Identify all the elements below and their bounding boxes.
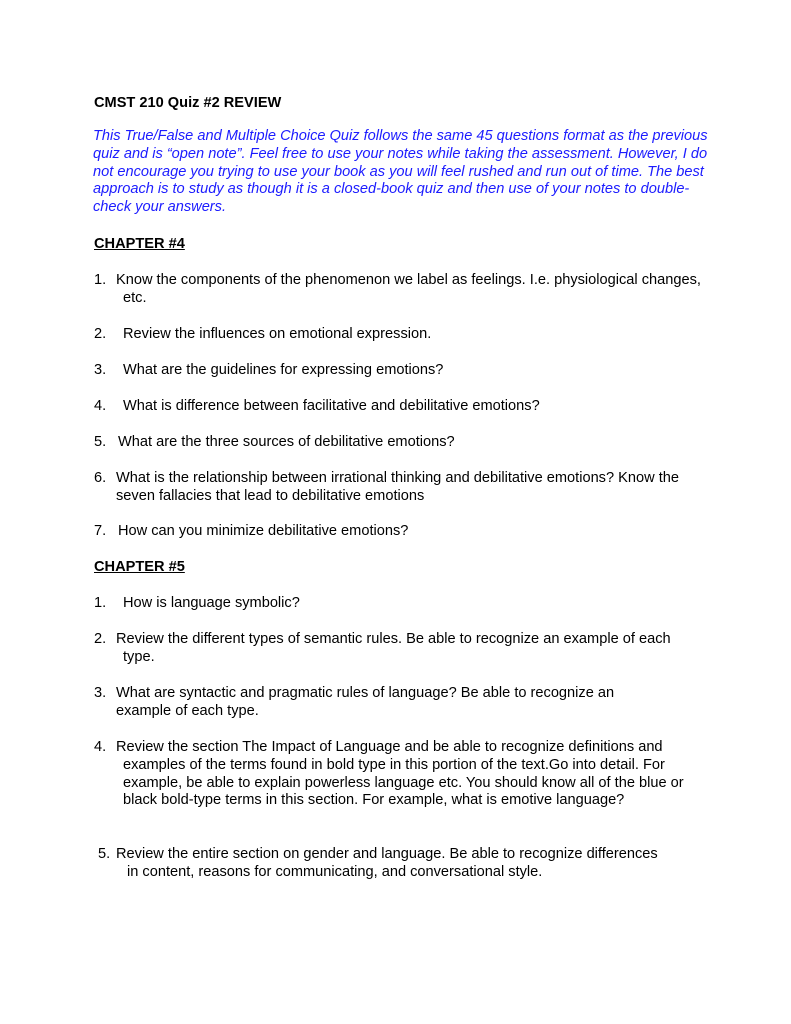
question-text: Review the section The Impact of Language and be able to recognize definitions and examples of the terms found in bold type in this portion of the text.Go into detail. For example, be able to explain powerless language etc. You should know all of the blue or black bold-type terms in this section. For example, what is emotive language? [116, 739, 684, 809]
document-title: CMST 210 Quiz #2 REVIEW [94, 95, 282, 111]
ch5-question-1 [94, 595, 714, 613]
question-text: Review the entire section on gender and language. Be able to recognize differences in content, reasons for communicating, and conversational style. [116, 846, 658, 880]
question-number: 2. [94, 326, 107, 342]
chapter-4-heading: CHAPTER #4 [94, 236, 185, 252]
question-text: What are the three sources of debilitative emotions? [118, 434, 455, 450]
question-text: Review the influences on emotional expression. [123, 326, 432, 342]
ch5-question-3 [94, 685, 714, 721]
ch4-question-5 [94, 434, 714, 452]
ch4-question-7 [94, 523, 714, 541]
ch4-question-6 [94, 470, 714, 506]
intro-paragraph: This True/False and Multiple Choice Quiz follows the same 45 questions format as the previous quiz and is “open note”. Feel free to use your notes while taking the assessment. However, I do not encourage you trying to use your book as you will feel rushed and run out of time. The best approach is to study as though it is a closed-book quiz and then use of your notes to double-check your answers. [93, 128, 708, 216]
question-text: What are the guidelines for expressing emotions? [123, 362, 444, 378]
question-number: 7. [94, 523, 107, 539]
chapter-5-heading: CHAPTER #5 [94, 559, 185, 575]
ch4-question-3 [94, 362, 714, 380]
question-text: What is difference between facilitative and debilitative emotions? [123, 398, 540, 414]
ch4-question-4 [94, 398, 714, 416]
question-text: What are syntactic and pragmatic rules of language? Be able to recognize an example of each type. [116, 685, 615, 719]
question-number: 5. [98, 846, 111, 862]
question-number: 1. [94, 595, 107, 611]
question-number: 1. [94, 272, 107, 288]
question-text: Review the different types of semantic rules. Be able to recognize an example of each type. [116, 631, 671, 665]
question-text: What is the relationship between irrational thinking and debilitative emotions? Know the seven fallacies that lead to debilitative emotions [116, 470, 679, 504]
question-number: 2. [94, 631, 107, 647]
ch5-question-2 [94, 631, 714, 667]
question-number: 3. [94, 685, 107, 701]
question-number: 4. [94, 739, 107, 755]
ch5-question-4 [94, 739, 714, 810]
question-number: 6. [94, 470, 107, 486]
question-text: How can you minimize debilitative emotions? [118, 523, 409, 539]
ch4-question-1 [94, 272, 714, 308]
question-number: 4. [94, 398, 107, 414]
ch4-question-2 [94, 326, 714, 344]
question-number: 3. [94, 362, 107, 378]
ch5-question-5 [98, 846, 718, 882]
question-text: Know the components of the phenomenon we label as feelings. I.e. physiological changes, etc. [116, 272, 701, 306]
question-text: How is language symbolic? [123, 595, 300, 611]
question-number: 5. [94, 434, 107, 450]
